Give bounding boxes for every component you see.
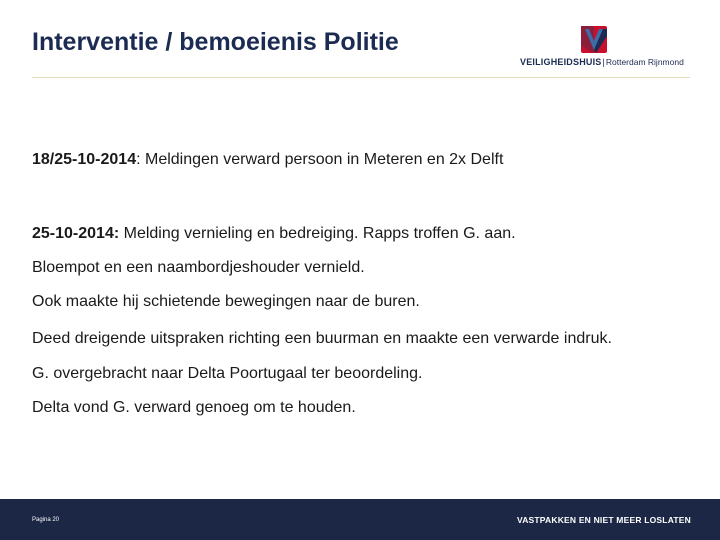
logo-region: Rotterdam Rijnmond [605, 57, 684, 67]
entry-text: : Meldingen verward persoon in Meteren en 2x Delft [136, 151, 504, 168]
logo-name: VEILIGHEIDSHUIS [520, 57, 602, 67]
v-shield-icon [581, 26, 607, 53]
title-divider [32, 77, 690, 78]
entry-line-2 [32, 225, 516, 243]
body-line-2: Ook maakte hij schietende bewegingen naar de buren. [32, 293, 420, 310]
body-line-4: G. overgebracht naar Delta Poortugaal ter beoordeling. [32, 365, 423, 382]
logo-separator: | [602, 57, 605, 67]
veiligheidshuis-logo [520, 26, 700, 72]
entry-date: 18/25-10-2014 [32, 151, 137, 168]
page-number: Pagina 20 [32, 517, 60, 523]
footer-slogan: VASTPAKKEN EN NIET MEER LOSLATEN [516, 515, 691, 525]
slide-title: Interventie / bemoeienis Politie [32, 28, 399, 56]
body-line-5: Delta vond G. verward genoeg om te houden. [32, 399, 356, 416]
entry-date: 25-10-2014: [32, 225, 120, 242]
footer-bar [0, 499, 720, 540]
entry-text: Melding vernieling en bedreiging. Rapps troffen G. aan. [119, 225, 516, 242]
body-line-1: Bloempot en een naambordjeshouder vernield. [32, 259, 365, 276]
entry-line-1 [32, 151, 503, 169]
body-line-3: Deed dreigende uitspraken richting een buurman en maakte een verwarde indruk. [32, 330, 612, 347]
